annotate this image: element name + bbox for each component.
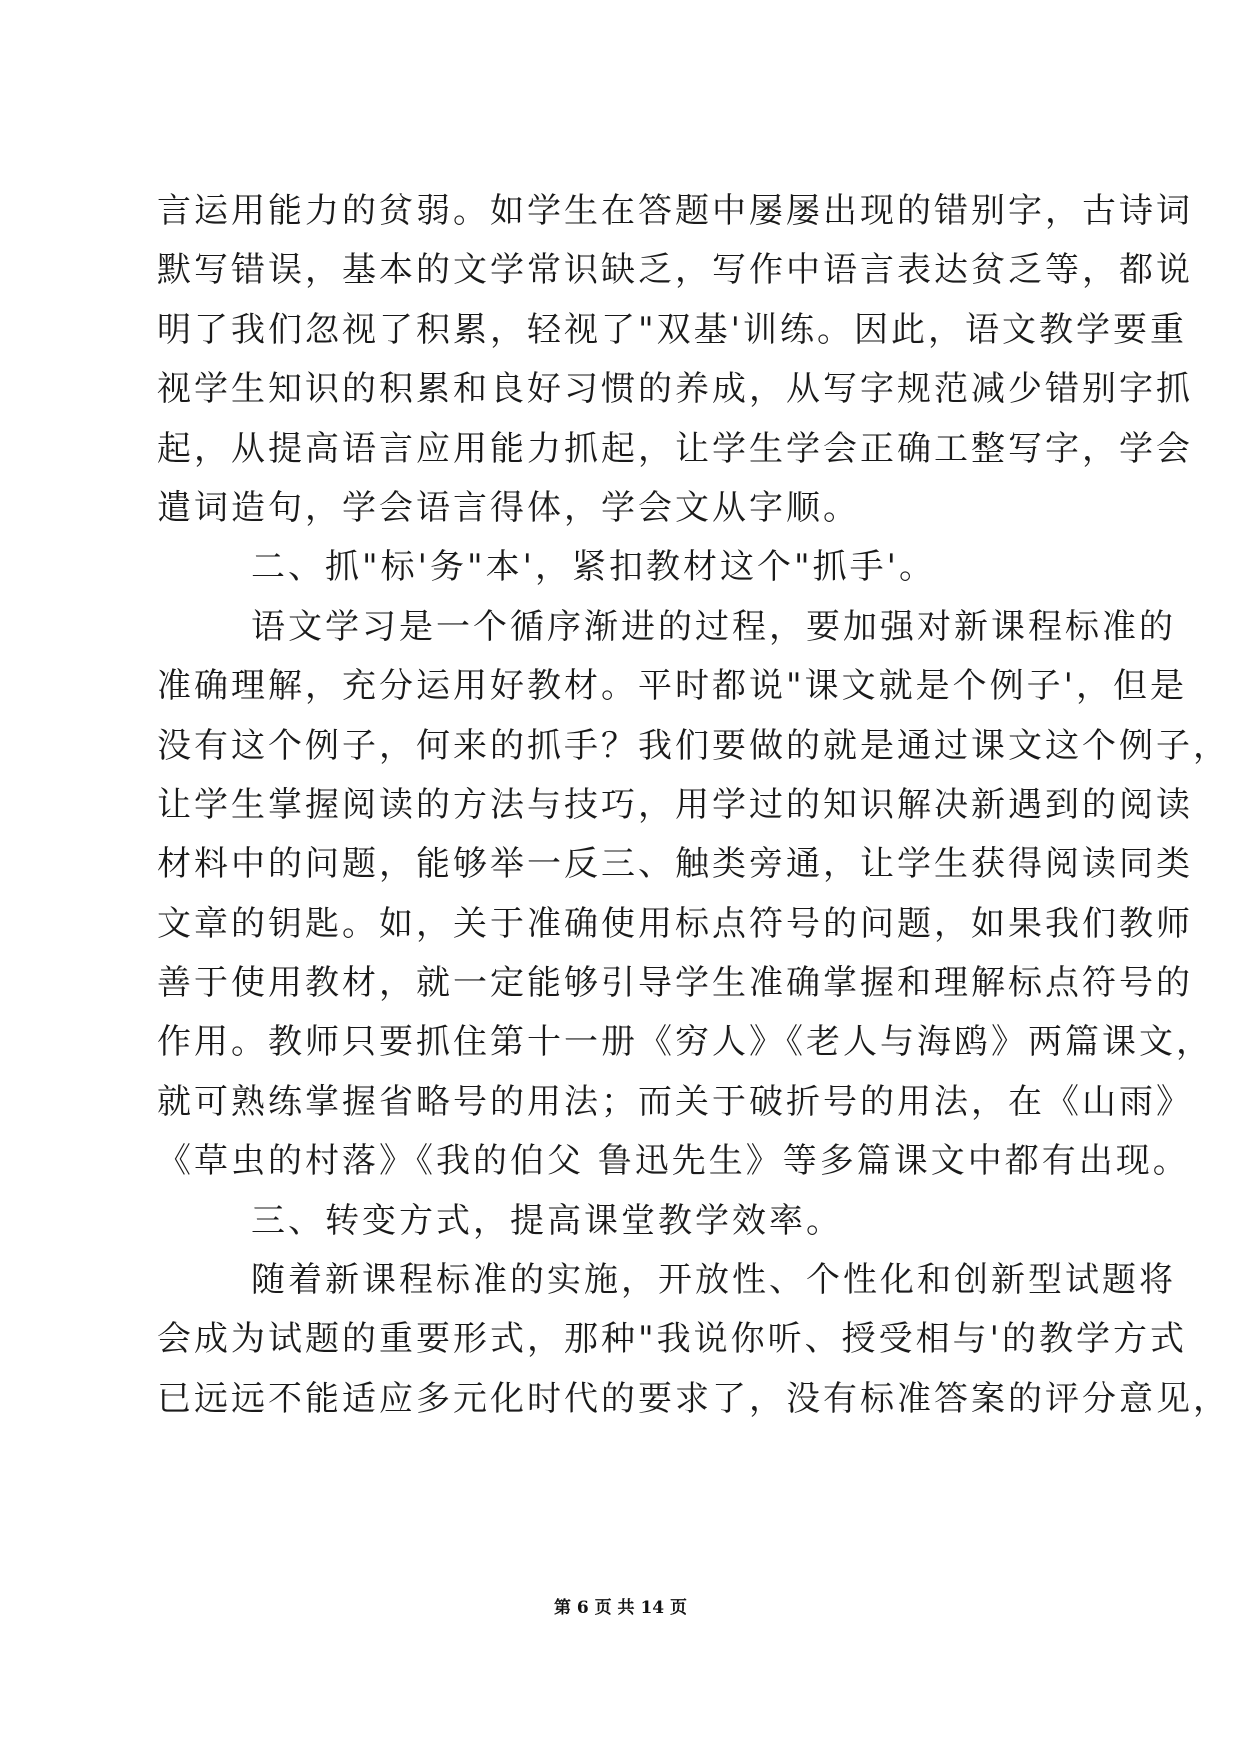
text-line: 遣词造句，学会语言得体，学会文从字顺。 bbox=[157, 487, 860, 528]
text-line: 材料中的问题，能够举一反三、触类旁通，让学生获得阅读同类 bbox=[157, 844, 1193, 885]
text-line: 就可熟练掌握省略号的用法；而关于破折号的用法，在《山雨》 bbox=[157, 1081, 1193, 1122]
text-line: 二、抓"标'务"本'，紧扣教材这个"抓手'。 bbox=[251, 547, 936, 588]
text-line: 起，从提高语言应用能力抓起，让学生学会正确工整写字，学会 bbox=[157, 428, 1193, 469]
text-line: 视学生知识的积累和良好习惯的养成，从写字规范减少错别字抓 bbox=[157, 369, 1193, 410]
text-line: 默写错误，基本的文学常识缺乏，写作中语言表达贫乏等，都说 bbox=[157, 250, 1193, 291]
text-line: 已远远不能适应多元化时代的要求了，没有标准答案的评分意见， bbox=[157, 1378, 1230, 1419]
text-line: 让学生掌握阅读的方法与技巧，用学过的知识解决新遇到的阅读 bbox=[157, 784, 1193, 825]
text-line: 随着新课程标准的实施，开放性、个性化和创新型试题将 bbox=[251, 1260, 1176, 1301]
text-line: 明了我们忽视了积累，轻视了"双基'训练。因此，语文教学要重 bbox=[157, 309, 1187, 350]
text-line: 会成为试题的重要形式，那种"我说你听、授受相与'的教学方式 bbox=[157, 1319, 1187, 1360]
text-line: 没有这个例子，何来的抓手？我们要做的就是通过课文这个例子， bbox=[157, 725, 1230, 766]
text-line: 善于使用教材，就一定能够引导学生准确掌握和理解标点符号的 bbox=[157, 963, 1193, 1004]
text-line: 《草虫的村落》《我的伯父 鲁迅先生》等多篇课文中都有出现。 bbox=[157, 1141, 1190, 1182]
text-line: 文章的钥匙。如，关于准确使用标点符号的问题，如果我们教师 bbox=[157, 903, 1193, 944]
text-line: 语文学习是一个循序渐进的过程，要加强对新课程标准的 bbox=[251, 606, 1176, 647]
text-line: 言运用能力的贫弱。如学生在答题中屡屡出现的错别字，古诗词 bbox=[157, 191, 1193, 231]
text-line: 作用。教师只要抓住第十一册《穷人》《老人与海鸥》两篇课文， bbox=[157, 1022, 1213, 1063]
text-line: 准确理解，充分运用好教材。平时都说"课文就是个例子'，但是 bbox=[157, 666, 1187, 707]
body-text bbox=[157, 182, 1230, 1429]
text-line: 三、转变方式，提高课堂教学效率。 bbox=[251, 1200, 843, 1241]
page-number: 第 6 页 共 14 页 bbox=[553, 1598, 688, 1618]
